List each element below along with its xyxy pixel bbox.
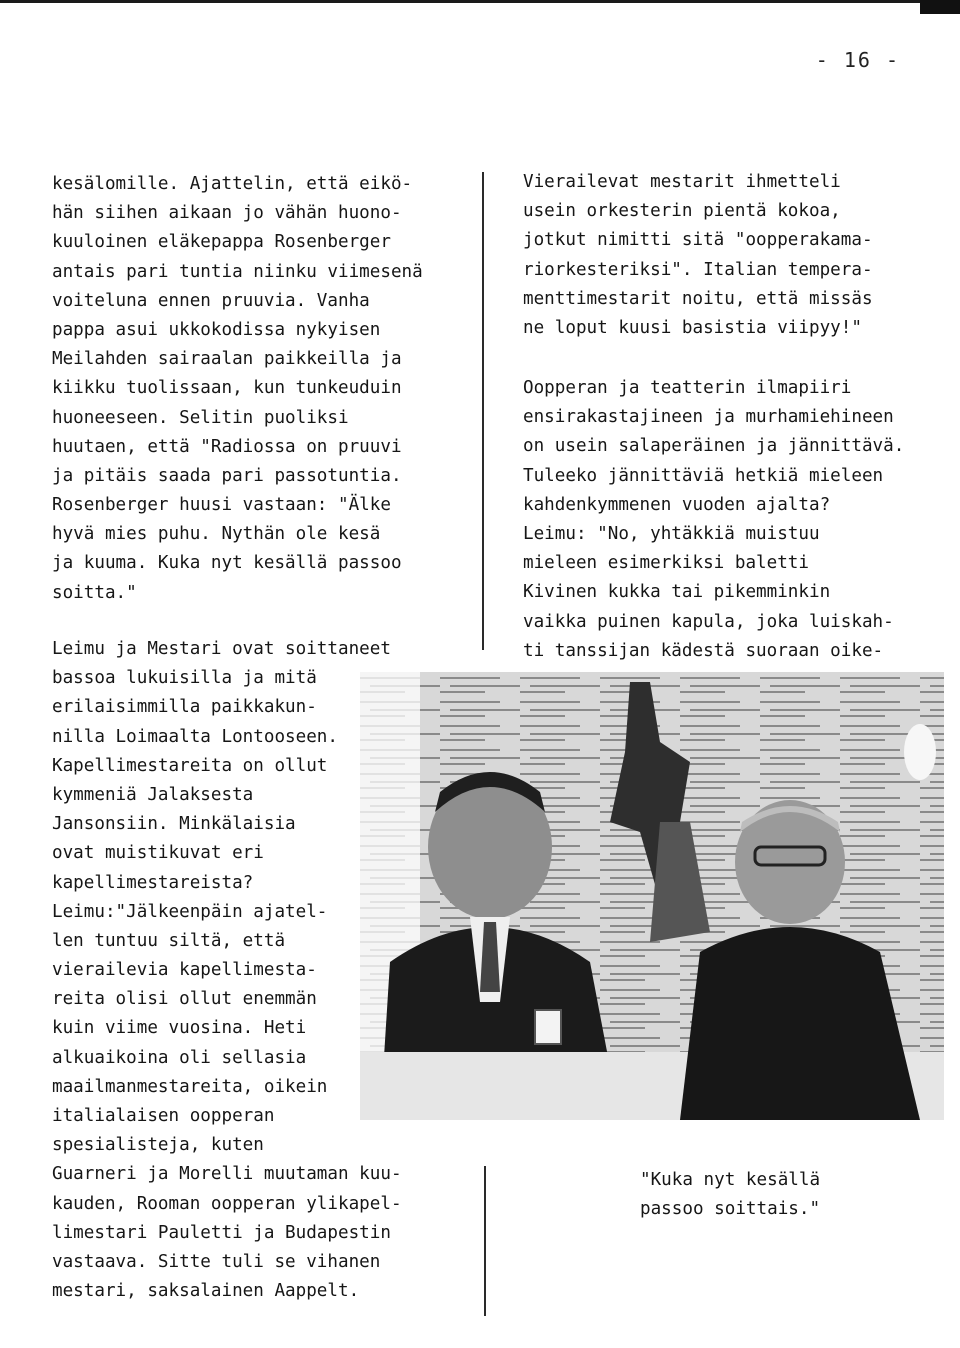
text-line: ja kuuma. Kuka nyt kesällä passoo — [52, 553, 402, 574]
text-line: Leimu: "No, yhtäkkiä muistuu — [523, 523, 820, 544]
text-line: kiikku tuolissaan, kun tunkeuduin — [52, 378, 402, 399]
photo-caption — [640, 1166, 820, 1224]
text-line: maailmanmestareita, oikein — [52, 1076, 328, 1097]
caption-line: passoo soittais." — [640, 1199, 821, 1220]
text-line: Guarneri ja Morelli muutaman kuu- — [52, 1164, 402, 1185]
text-line: jotkut nimitti sitä "oopperakama- — [523, 230, 873, 251]
text-line: nilla Loimaalta Lontooseen. — [52, 726, 338, 747]
text-line: ovat muistikuvat eri — [52, 843, 264, 864]
text-line: Leimu ja Mestari ovat soittaneet — [52, 639, 391, 659]
text-line: voiteluna ennen pruuvia. Vanha — [52, 290, 370, 311]
text-line: alkuaikoina oli sellasia — [52, 1047, 307, 1068]
text-line: spesialisteja, kuten — [52, 1135, 264, 1156]
text-line: kuin viime vuosina. Heti — [52, 1018, 307, 1039]
text-line: vastaava. Sitte tuli se vihanen — [52, 1251, 381, 1272]
column-divider-bottom — [484, 1166, 486, 1316]
text-line: ne loput kuusi basistia viipyy!" — [523, 317, 862, 338]
text-line: mestari, saksalainen Aappelt. — [52, 1281, 360, 1302]
text-line: huoneeseen. Selitin puoliksi — [52, 407, 349, 428]
text-line: pappa asui ukkokodissa nykyisen — [52, 319, 381, 340]
text-line: kapellimestareista? — [52, 872, 254, 893]
left-column-paragraph-1 — [52, 170, 472, 608]
text-line: kuuloinen eläkepappa Rosenberger — [52, 232, 391, 253]
right-column-paragraph-1 — [523, 168, 953, 343]
text-line: ensirakastajineen ja murhamiehineen — [523, 407, 894, 428]
photograph-two-musicians — [360, 672, 944, 1120]
text-line: Kapellimestareita on ollut — [52, 755, 328, 776]
text-line: Jansonsiin. Minkälaisia — [52, 814, 296, 835]
text-line: vaikka puinen kapula, joka luiskah- — [523, 611, 894, 632]
text-line: huutaen, että "Radiossa on pruuvi — [52, 436, 402, 457]
text-line: Oopperan ja teatterin ilmapiiri — [523, 378, 852, 398]
photo-illustration — [360, 672, 944, 1120]
text-line: antais pari tuntia niinku viimesenä — [52, 261, 423, 282]
top-scan-edge — [0, 0, 960, 14]
text-line: len tuntuu siltä, että — [52, 930, 286, 951]
text-line: hän siihen aikaan jo vähän huono- — [52, 203, 402, 224]
text-line: hyvä mies puhu. Nythän ole kesä — [52, 524, 381, 545]
text-line: ti tanssijan kädestä suoraan oike- — [523, 640, 884, 661]
text-line: Meilahden sairaalan paikkeilla ja — [52, 349, 402, 370]
text-line: Vierailevat mestarit ihmetteli — [523, 172, 841, 192]
text-line: usein orkesterin pientä kokoa, — [523, 201, 841, 222]
text-line: Leimu:"Jälkeenpäin ajatel- — [52, 901, 328, 922]
text-line: Kivinen kukka tai pikemminkin — [523, 582, 831, 603]
text-line: vierailevia kapellimesta- — [52, 960, 317, 981]
text-line: soitta." — [52, 582, 137, 603]
text-line: erilaisimmilla paikkakun- — [52, 697, 317, 718]
caption-line: "Kuka nyt kesällä — [640, 1170, 821, 1190]
text-line: kymmeniä Jalaksesta — [52, 784, 254, 805]
text-line: mieleen esimerkiksi baletti — [523, 553, 809, 574]
text-line: on usein salaperäinen ja jännittävä. — [523, 436, 905, 457]
text-line: riorkesteriksi". Italian tempera- — [523, 259, 873, 280]
text-line: bassoa lukuisilla ja mitä — [52, 668, 317, 689]
text-line: kahdenkymmenen vuoden ajalta? — [523, 494, 831, 515]
text-line: kesälomille. Ajattelin, että eikö- — [52, 174, 413, 194]
text-line: limestari Pauletti ja Budapestin — [52, 1222, 391, 1243]
text-line: kauden, Rooman oopperan ylikapel- — [52, 1193, 402, 1214]
text-line: Tuleeko jännittäviä hetkiä mieleen — [523, 465, 884, 486]
right-column-paragraph-2 — [523, 374, 953, 666]
page-number: - 16 - — [815, 48, 900, 72]
text-line: reita olisi ollut enemmän — [52, 989, 317, 1010]
text-line: Rosenberger huusi vastaan: "Älke — [52, 495, 391, 516]
column-divider-top — [482, 172, 484, 650]
text-line: ja pitäis saada pari passotuntia. — [52, 465, 402, 486]
text-line: italialaisen oopperan — [52, 1106, 275, 1126]
text-line: menttimestarit noitu, että missäs — [523, 288, 873, 309]
